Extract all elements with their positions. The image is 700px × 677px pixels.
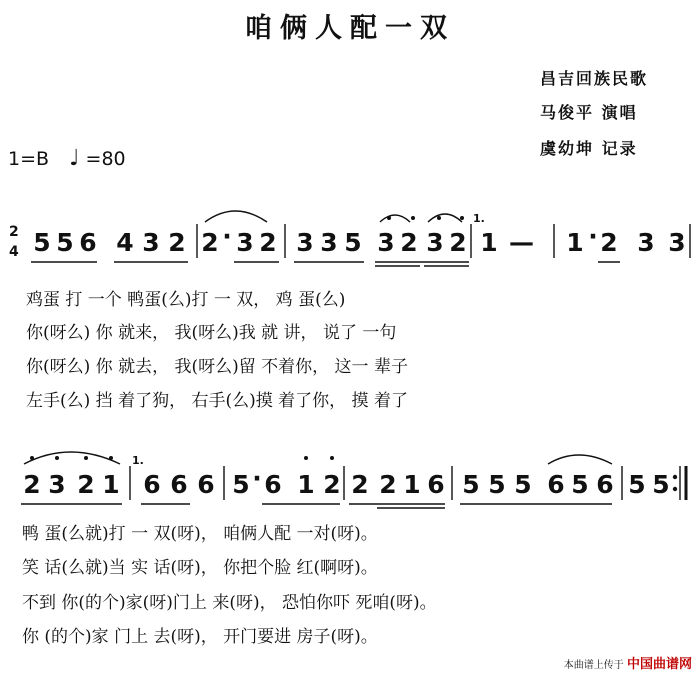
slur xyxy=(205,211,267,222)
octave-dot xyxy=(330,456,334,460)
note: 2 xyxy=(600,228,618,257)
lyric-row1-verse2: 你(呀么) 你 就来， 我(呀么)我 就 讲， 说了 一句 xyxy=(26,323,397,343)
note: 5 xyxy=(232,470,250,499)
note: 2 xyxy=(323,470,341,499)
lyric-row1-verse3: 你(呀么) 你 就去， 我(呀么)留 不着你， 这一 辈子 xyxy=(26,357,408,377)
song-title: 咱俩人配一双 xyxy=(245,13,455,44)
note: 2 xyxy=(400,228,418,257)
octave-dot xyxy=(411,216,415,220)
note: 5 xyxy=(488,470,506,499)
footer-text: 本曲谱上传于 xyxy=(563,660,624,671)
repeat-dot xyxy=(673,487,677,491)
note: 3 xyxy=(377,228,395,257)
note: 3 xyxy=(637,228,655,257)
note: 5 xyxy=(56,228,74,257)
slur xyxy=(380,215,410,222)
tempo-value: =80 xyxy=(85,148,126,170)
credit-origin: 昌吉回族民歌 xyxy=(540,69,649,88)
note: 1 xyxy=(480,228,498,257)
octave-dot xyxy=(437,216,441,220)
time-signature-top: 2 xyxy=(9,224,19,240)
note: 4 xyxy=(116,228,134,257)
note: 6 xyxy=(79,228,97,257)
note: 2 xyxy=(168,228,186,257)
note: 3 xyxy=(296,228,314,257)
octave-dot xyxy=(55,456,59,460)
octave-dot xyxy=(387,216,391,220)
octave-dot xyxy=(109,456,113,460)
note: 6 xyxy=(427,470,445,499)
site-logo: 中国曲谱网 xyxy=(626,657,692,672)
note: 6 xyxy=(143,470,161,499)
key-signature: 1=B xyxy=(8,148,50,170)
note: 2 xyxy=(379,470,397,499)
note: 5 xyxy=(344,228,362,257)
augmentation-dot: · xyxy=(588,222,598,251)
note: 5 xyxy=(652,470,670,499)
time-signature-bottom: 4 xyxy=(9,244,19,260)
note: 5 xyxy=(462,470,480,499)
note: 1 xyxy=(297,470,315,499)
note: 6 xyxy=(596,470,614,499)
slur xyxy=(548,455,612,464)
note: 3 xyxy=(48,470,66,499)
credit-transcriber: 虞幼坤 记录 xyxy=(540,139,638,158)
note: 6 xyxy=(547,470,565,499)
octave-dot xyxy=(304,456,308,460)
quarter-note-icon: ♩ xyxy=(69,146,80,171)
dash: — xyxy=(509,228,534,257)
note: 5 xyxy=(33,228,51,257)
lyric-row1-verse1: 鸡蛋 打 一个 鸭蛋(么)打 一 双， 鸡 蛋(么) xyxy=(26,290,346,310)
augmentation-dot: · xyxy=(222,222,232,251)
note: 2 xyxy=(449,228,467,257)
slur xyxy=(428,214,462,222)
note: 2 xyxy=(201,228,219,257)
volta-marker: 1. xyxy=(132,454,144,467)
note: 2 xyxy=(23,470,41,499)
volta-marker: 1. xyxy=(473,212,485,225)
octave-dot xyxy=(30,456,34,460)
augmentation-dot: · xyxy=(252,464,262,493)
note: 6 xyxy=(170,470,188,499)
lyric-row2-verse2: 笑 话(么就)当 实 话(呀)， 你把个脸 红(啊呀)。 xyxy=(22,558,378,578)
credit-performer: 马俊平 演唱 xyxy=(540,103,638,122)
lyric-row2-verse3: 不到 你(的个)家(呀)门上 来(呀)， 恐怕你吓 死咱(呀)。 xyxy=(22,593,437,613)
note: 5 xyxy=(571,470,589,499)
note: 6 xyxy=(197,470,215,499)
note: 3 xyxy=(320,228,338,257)
lyric-row2-verse1: 鸭 蛋(么就)打 一 双(呀)， 咱俩人配 一对(呀)。 xyxy=(22,524,378,544)
note: 5 xyxy=(514,470,532,499)
note: 1 xyxy=(566,228,584,257)
octave-dot xyxy=(460,216,464,220)
note: 3 xyxy=(236,228,254,257)
lyric-row1-verse4: 左手(么) 挡 着了狗， 右手(么)摸 着了你， 摸 着了 xyxy=(26,391,408,411)
note: 1 xyxy=(403,470,421,499)
note: 5 xyxy=(628,470,646,499)
note: 6 xyxy=(264,470,282,499)
note: 3 xyxy=(668,228,686,257)
slur xyxy=(24,452,120,464)
note: 1 xyxy=(102,470,120,499)
note: 2 xyxy=(351,470,369,499)
lyric-row2-verse4: 你 (的个)家 门上 去(呀)， 开门要进 房子(呀)。 xyxy=(22,627,378,647)
octave-dot xyxy=(84,456,88,460)
note: 2 xyxy=(77,470,95,499)
note: 3 xyxy=(426,228,444,257)
repeat-dot xyxy=(673,475,677,479)
note: 3 xyxy=(142,228,160,257)
note: 2 xyxy=(259,228,277,257)
